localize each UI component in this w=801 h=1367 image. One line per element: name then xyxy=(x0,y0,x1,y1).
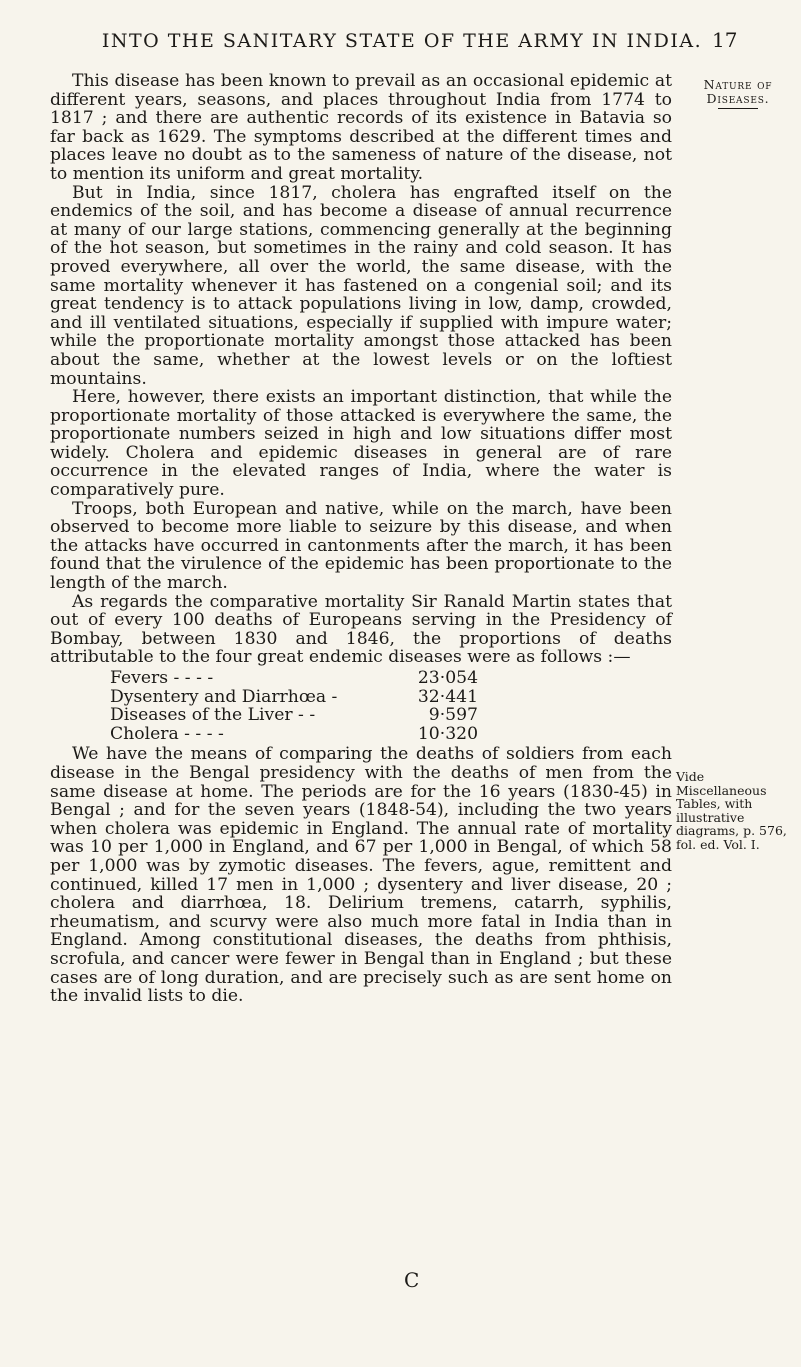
table-value: 9·597 xyxy=(428,705,478,726)
paragraph-4: Troops, both European and native, while on the march, have been observed to become more liable to seizure by this disease, and when the attacks have occurred in cantonments after the march, it has been found that the virulence of the epidemic has been proportionate to the length of the march. xyxy=(50,498,672,594)
paragraph-3: Here, however, there exists an important distinction, that while the proportionate mortality of those attacked is everywhere the same, the proportionate numbers seized in high and low situations differ most widely. Cholera and epidemic diseases in general are of rare occurrence in the elevated ranges of India, where the water is comparatively pure. xyxy=(50,387,672,501)
page-number: 17 xyxy=(712,28,738,52)
margin-note-nature xyxy=(678,78,798,109)
table-label: Fevers - - - - xyxy=(110,668,214,688)
margin-note-vide: Vide Miscellaneous Tables, with illustrative diagrams, p. 576, fol. ed. Vol. I. xyxy=(676,769,787,852)
paragraph-5: As regards the comparative mortality Sir Ranald Martin states that out of every 100 deaths of Europeans serving in the Presidency of Bombay, between 1830 and 1846, the proportions of deaths attributable to the four great endemic diseases were as follows :— xyxy=(50,591,672,668)
table-label: Diseases of the Liver - - xyxy=(110,705,316,726)
table-row xyxy=(110,688,478,707)
signature-mark: C xyxy=(404,1268,420,1292)
table-row xyxy=(110,725,478,744)
paragraph-2: But in India, since 1817, cholera has engrafted itself on the endemics of the soil, and has become a disease of annual recurrence at many of our large stations, commencing generally at the beginning of the hot season, but sometimes in the rainy and cold season. It has proved everywhere, all over the world, the same disease, with the same mortality whenever it has fastened on a congenial soil; and its great tendency is to attack populations living in low, damp, crowded, and ill ventilated situations, especially if supplied with impure water; while the proportionate mortality amongst those attacked has been about the same, whether at the lowest levels or on the loftiest mountains. xyxy=(50,182,672,389)
table-label: Dysentery and Diarrhœa - xyxy=(110,686,338,707)
table-value: 32·441 xyxy=(417,686,478,707)
mortality-table xyxy=(110,669,478,743)
paragraph-6: We have the means of comparing the deaths of soldiers from each disease in the Bengal presidency with the deaths of men from the same disease at home. The periods are for the 16 years (1830-45) in Bengal ; and for the seven years (1848-54), including the two years when cholera was epidemic in England. The annual rate of mortality was 10 per 1,000 in England, and 67 per 1,000 in Bengal, of which 58 per 1,000 was by zymotic diseases. The fevers, ague, remittent and continued, killed 17 men in 1,000 ; dysentery and liver disease, 20 ; cholera and diarrhœa, 18. Delirium tremens, catarrh, syphilis, rheumatism, and scurvy were also much more fatal in India than in England. Among constitutional diseases, the deaths from phthisis, scrofula, and cancer were fewer in Bengal than in England ; but these cases are of long duration, and are precisely such as are sent home on the invalid lists to die. xyxy=(50,744,672,1007)
body-text xyxy=(50,72,672,1006)
table-value: 23·054 xyxy=(417,668,478,688)
table-row xyxy=(110,669,478,688)
margin-note-nature-text: Nature of Diseases. xyxy=(703,77,773,106)
table-label: Cholera - - - - xyxy=(110,723,224,744)
paragraph-1: This disease has been known to prevail as an occasional epidemic at different years, seasons, and places throughout India from 1774 to 1817 ; and there are authentic records of its existence in Batavia so far back as 1629. The symptoms described at the different times and places leave no doubt as to the sameness of nature of the disease, not to mention its uniform and great mortality. xyxy=(50,71,672,184)
table-value: 10·320 xyxy=(417,723,478,744)
table-row xyxy=(110,706,478,725)
running-title: INTO THE SANITARY STATE OF THE ARMY IN INDIA. xyxy=(101,30,703,52)
margin-note-rule xyxy=(718,108,758,109)
